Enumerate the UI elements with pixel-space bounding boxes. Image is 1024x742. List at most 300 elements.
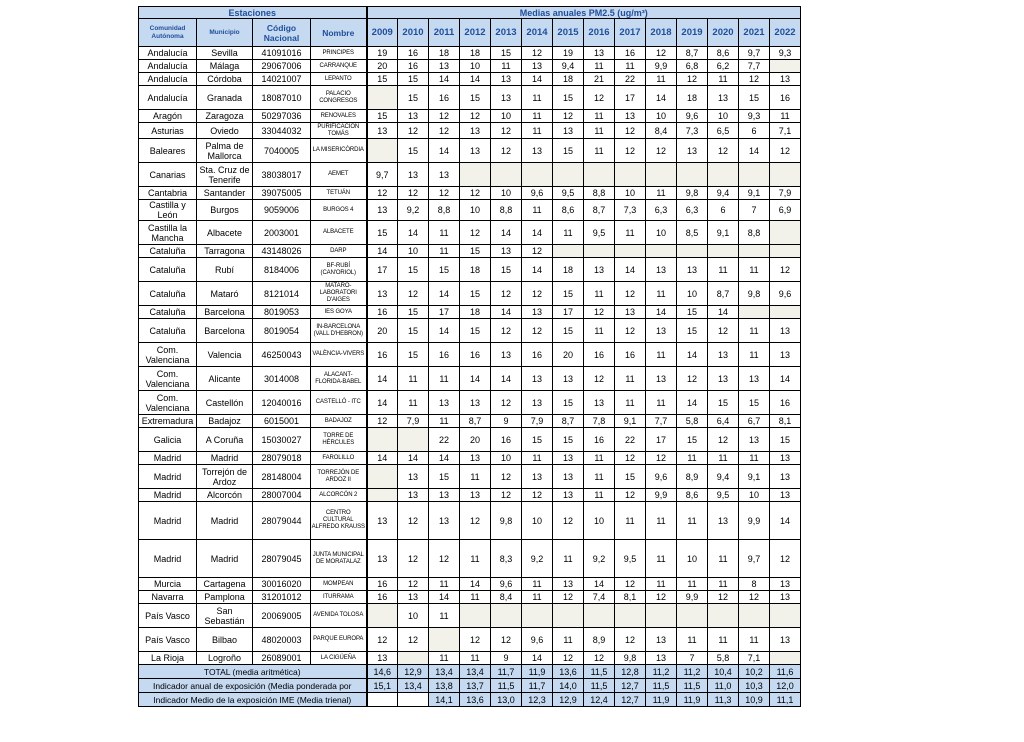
cell-value-2014: 16: [522, 343, 553, 367]
cell-comunidad: Madrid: [139, 540, 197, 578]
cell-value-2020: 14: [708, 306, 739, 319]
cell-value-2009: 16: [367, 578, 398, 591]
cell-value-2022: 11: [770, 110, 801, 123]
cell-value-2014: 13: [522, 306, 553, 319]
cell-value-2020: 10: [708, 110, 739, 123]
cell-value-2017: 12: [615, 139, 646, 163]
cell-value-2021: 9,3: [739, 110, 770, 123]
cell-value-2015: 15: [553, 319, 584, 343]
cell-municipio: Málaga: [197, 60, 253, 73]
year-header-2010: 2010: [398, 19, 429, 47]
cell-value-2015: 12: [553, 591, 584, 604]
cell-comunidad: Com. Valenciana: [139, 391, 197, 415]
cell-value-2014: 11: [522, 86, 553, 110]
cell-value-2018: 13: [646, 652, 677, 665]
cell-value-2010: 12: [398, 282, 429, 306]
cell-municipio: Madrid: [197, 502, 253, 540]
cell-value-2015: 13: [553, 489, 584, 502]
cell-value-2020: 12: [708, 428, 739, 452]
cell-value-2014: 9,6: [522, 628, 553, 652]
summary-value-2017: 12,7: [615, 693, 646, 707]
cell-value-2021: 6: [739, 123, 770, 139]
cell-value-2018: 6,3: [646, 200, 677, 221]
cell-value-2010: 12: [398, 578, 429, 591]
cell-value-2011: 14: [429, 319, 460, 343]
cell-value-2013: 12: [491, 123, 522, 139]
cell-value-2018: 14: [646, 86, 677, 110]
cell-value-2022: 13: [770, 452, 801, 465]
cell-value-2015: [553, 163, 584, 187]
cell-municipio: San Sebastián: [197, 604, 253, 628]
cell-value-2016: 9,2: [584, 540, 615, 578]
cell-value-2022: 7,1: [770, 123, 801, 139]
cell-value-2009: 14: [367, 391, 398, 415]
table-row: [139, 343, 801, 367]
cell-municipio: Palma de Mallorca: [197, 139, 253, 163]
cell-value-2019: [677, 604, 708, 628]
cell-value-2011: 17: [429, 306, 460, 319]
cell-value-2013: 13: [491, 343, 522, 367]
cell-value-2010: 7,9: [398, 415, 429, 428]
cell-value-2012: 13: [460, 452, 491, 465]
summary-label: TOTAL (media aritmética): [139, 665, 367, 679]
cell-value-2012: 15: [460, 282, 491, 306]
summary-value-2009: 15,1: [367, 679, 398, 693]
cell-codigo: 31201012: [253, 591, 311, 604]
summary-value-2014: 11,9: [522, 665, 553, 679]
summary-value-2019: 11,9: [677, 693, 708, 707]
cell-value-2022: [770, 245, 801, 258]
cell-value-2021: 13: [739, 428, 770, 452]
table-row: [139, 282, 801, 306]
cell-nombre: FAROLILLO: [311, 452, 367, 465]
summary-value-2013: 13,0: [491, 693, 522, 707]
cell-value-2015: 17: [553, 306, 584, 319]
cell-codigo: 2003001: [253, 221, 311, 245]
cell-value-2017: 11: [615, 221, 646, 245]
cell-value-2013: [491, 163, 522, 187]
cell-value-2009: [367, 489, 398, 502]
table-row: [139, 319, 801, 343]
cell-nombre: RENOVALES: [311, 110, 367, 123]
cell-value-2017: 12: [615, 282, 646, 306]
cell-value-2015: 15: [553, 86, 584, 110]
cell-value-2009: [367, 465, 398, 489]
cell-nombre: ITURRAMA: [311, 591, 367, 604]
cell-comunidad: Extremadura: [139, 415, 197, 428]
cell-codigo: 33044032: [253, 123, 311, 139]
cell-nombre: BURGOS 4: [311, 200, 367, 221]
cell-value-2020: 11: [708, 452, 739, 465]
cell-value-2020: 11: [708, 540, 739, 578]
cell-nombre: ALACANT-FLORIDA-BABEL: [311, 367, 367, 391]
cell-value-2018: 11: [646, 343, 677, 367]
cell-value-2017: [615, 604, 646, 628]
cell-value-2019: 10: [677, 282, 708, 306]
cell-value-2012: 18: [460, 47, 491, 60]
cell-value-2017: 13: [615, 110, 646, 123]
summary-value-2013: 11,5: [491, 679, 522, 693]
cell-value-2012: 10: [460, 200, 491, 221]
cell-value-2021: 7,7: [739, 60, 770, 73]
cell-value-2011: 8,8: [429, 200, 460, 221]
cell-value-2014: 14: [522, 221, 553, 245]
summary-row: [139, 679, 801, 693]
cell-value-2015: 11: [553, 628, 584, 652]
summary-value-2017: 12,7: [615, 679, 646, 693]
annual-means-group-header: Medias anuales PM2.5 (ug/m³): [367, 7, 801, 19]
cell-comunidad: Galicia: [139, 428, 197, 452]
cell-value-2017: [615, 163, 646, 187]
cell-value-2014: 13: [522, 60, 553, 73]
cell-value-2017: 11: [615, 60, 646, 73]
cell-codigo: 8019053: [253, 306, 311, 319]
cell-value-2021: 9,1: [739, 465, 770, 489]
cell-comunidad: Andalucía: [139, 73, 197, 86]
cell-value-2017: 16: [615, 343, 646, 367]
cell-value-2018: 11: [646, 502, 677, 540]
cell-value-2019: 6,3: [677, 200, 708, 221]
cell-municipio: Oviedo: [197, 123, 253, 139]
cell-value-2012: 10: [460, 60, 491, 73]
cell-value-2019: 6,8: [677, 60, 708, 73]
cell-value-2010: 12: [398, 628, 429, 652]
cell-value-2009: 13: [367, 502, 398, 540]
cell-value-2015: [553, 604, 584, 628]
cell-value-2010: 15: [398, 258, 429, 282]
cell-value-2013: 9,8: [491, 502, 522, 540]
table-body: [139, 47, 801, 707]
cell-value-2015: 13: [553, 578, 584, 591]
cell-nombre: PALACIO CONGRESOS: [311, 86, 367, 110]
summary-value-2016: 12,4: [584, 693, 615, 707]
cell-value-2020: 11: [708, 258, 739, 282]
summary-value-2016: 11,5: [584, 679, 615, 693]
cell-value-2012: 12: [460, 502, 491, 540]
cell-value-2020: 9,5: [708, 489, 739, 502]
cell-value-2010: [398, 428, 429, 452]
summary-value-2014: 11,7: [522, 679, 553, 693]
cell-value-2010: 13: [398, 591, 429, 604]
cell-comunidad: Cataluña: [139, 245, 197, 258]
cell-municipio: Pamplona: [197, 591, 253, 604]
summary-value-2019: 11,5: [677, 679, 708, 693]
cell-value-2020: 6: [708, 200, 739, 221]
cell-value-2019: 18: [677, 86, 708, 110]
cell-value-2009: [367, 139, 398, 163]
cell-value-2019: 7,3: [677, 123, 708, 139]
cell-value-2010: 12: [398, 187, 429, 200]
cell-value-2014: 12: [522, 489, 553, 502]
cell-value-2012: 14: [460, 73, 491, 86]
cell-value-2019: 13: [677, 139, 708, 163]
cell-value-2011: 18: [429, 47, 460, 60]
cell-value-2010: 12: [398, 123, 429, 139]
cell-codigo: 9059006: [253, 200, 311, 221]
summary-value-2010: 13,4: [398, 679, 429, 693]
cell-value-2013: 9: [491, 652, 522, 665]
table-row: [139, 465, 801, 489]
table-row: [139, 591, 801, 604]
cell-municipio: A Coruña: [197, 428, 253, 452]
cell-value-2014: 7,9: [522, 415, 553, 428]
cell-value-2011: 22: [429, 428, 460, 452]
cell-value-2012: 18: [460, 306, 491, 319]
cell-municipio: Córdoba: [197, 73, 253, 86]
cell-value-2022: [770, 60, 801, 73]
cell-value-2013: 15: [491, 258, 522, 282]
cell-municipio: Torrejón de Ardoz: [197, 465, 253, 489]
cell-nombre: PRINCIPES: [311, 47, 367, 60]
cell-value-2022: 12: [770, 540, 801, 578]
cell-value-2017: 10: [615, 187, 646, 200]
cell-value-2010: 11: [398, 391, 429, 415]
summary-value-2021: 10,2: [739, 665, 770, 679]
cell-value-2011: 16: [429, 86, 460, 110]
cell-value-2017: 11: [615, 367, 646, 391]
cell-value-2015: 12: [553, 502, 584, 540]
cell-value-2018: 11: [646, 540, 677, 578]
cell-value-2013: 8,4: [491, 591, 522, 604]
cell-value-2012: 15: [460, 319, 491, 343]
cell-value-2012: 14: [460, 578, 491, 591]
cell-nombre: AVENIDA TOLOSA: [311, 604, 367, 628]
summary-value-2022: 11,6: [770, 665, 801, 679]
cell-value-2022: 7,9: [770, 187, 801, 200]
cell-value-2012: [460, 604, 491, 628]
cell-value-2015: 9,4: [553, 60, 584, 73]
table-row: [139, 367, 801, 391]
cell-value-2015: 15: [553, 139, 584, 163]
cell-nombre: ALBACETE: [311, 221, 367, 245]
cell-value-2010: 13: [398, 163, 429, 187]
cell-codigo: 12040016: [253, 391, 311, 415]
cell-value-2011: [429, 628, 460, 652]
cell-value-2013: 12: [491, 319, 522, 343]
cell-value-2012: 14: [460, 367, 491, 391]
cell-comunidad: Andalucía: [139, 86, 197, 110]
cell-value-2018: 11: [646, 578, 677, 591]
cell-value-2017: 8,1: [615, 591, 646, 604]
table-row: [139, 578, 801, 591]
cell-value-2011: 13: [429, 163, 460, 187]
cell-value-2011: 14: [429, 139, 460, 163]
cell-value-2022: [770, 163, 801, 187]
cell-nombre: IN-BARCELONA (VALL D'HEBRON): [311, 319, 367, 343]
cell-value-2019: 8,6: [677, 489, 708, 502]
year-header-2009: 2009: [367, 19, 398, 47]
cell-value-2017: 12: [615, 319, 646, 343]
cell-municipio: Madrid: [197, 540, 253, 578]
cell-nombre: MATARÓ-LABORATORI D'AIGES: [311, 282, 367, 306]
cell-nombre: TORRE DE HÉRCULES: [311, 428, 367, 452]
cell-value-2012: 15: [460, 86, 491, 110]
cell-value-2019: 15: [677, 428, 708, 452]
col-header-codigo: Código Nacional: [253, 19, 311, 47]
cell-value-2017: 11: [615, 502, 646, 540]
cell-nombre: BADAJOZ: [311, 415, 367, 428]
cell-value-2018: 11: [646, 391, 677, 415]
cell-value-2010: 15: [398, 139, 429, 163]
cell-value-2009: 13: [367, 540, 398, 578]
cell-municipio: Valencia: [197, 343, 253, 367]
cell-value-2015: 19: [553, 47, 584, 60]
cell-value-2011: 11: [429, 367, 460, 391]
cell-value-2009: 13: [367, 123, 398, 139]
cell-municipio: Tarragona: [197, 245, 253, 258]
cell-value-2009: 15: [367, 110, 398, 123]
cell-value-2012: 20: [460, 428, 491, 452]
cell-value-2016: 16: [584, 428, 615, 452]
cell-value-2010: 16: [398, 60, 429, 73]
cell-comunidad: Com. Valenciana: [139, 343, 197, 367]
cell-value-2022: 12: [770, 139, 801, 163]
cell-municipio: Sta. Cruz de Tenerife: [197, 163, 253, 187]
table-row: [139, 452, 801, 465]
summary-label: Indicador Medio de la exposición IME (Media trienal): [139, 693, 367, 707]
cell-value-2009: 16: [367, 343, 398, 367]
cell-value-2012: 16: [460, 343, 491, 367]
cell-value-2022: 6,9: [770, 200, 801, 221]
table-row: [139, 428, 801, 452]
table-row: [139, 391, 801, 415]
cell-value-2010: 10: [398, 604, 429, 628]
cell-value-2011: 12: [429, 187, 460, 200]
cell-value-2010: 15: [398, 343, 429, 367]
cell-value-2014: 14: [522, 73, 553, 86]
cell-municipio: Albacete: [197, 221, 253, 245]
cell-municipio: Sevilla: [197, 47, 253, 60]
cell-municipio: Logroño: [197, 652, 253, 665]
cell-value-2010: [398, 652, 429, 665]
cell-value-2012: 12: [460, 187, 491, 200]
cell-value-2021: 15: [739, 86, 770, 110]
cell-value-2021: [739, 306, 770, 319]
cell-comunidad: Navarra: [139, 591, 197, 604]
cell-value-2014: [522, 163, 553, 187]
cell-value-2018: 9,9: [646, 489, 677, 502]
cell-value-2020: 6,5: [708, 123, 739, 139]
cell-value-2021: 8,8: [739, 221, 770, 245]
cell-codigo: 46250043: [253, 343, 311, 367]
cell-value-2021: [739, 163, 770, 187]
cell-value-2019: 10: [677, 540, 708, 578]
cell-value-2022: 13: [770, 319, 801, 343]
cell-value-2017: 16: [615, 47, 646, 60]
cell-value-2019: 11: [677, 502, 708, 540]
cell-value-2014: 12: [522, 319, 553, 343]
cell-value-2009: 13: [367, 652, 398, 665]
summary-value-2010: [398, 693, 429, 707]
cell-value-2010: 13: [398, 465, 429, 489]
cell-comunidad: Baleares: [139, 139, 197, 163]
year-header-2012: 2012: [460, 19, 491, 47]
cell-value-2013: 14: [491, 221, 522, 245]
cell-value-2017: 17: [615, 86, 646, 110]
cell-municipio: Bilbao: [197, 628, 253, 652]
cell-value-2014: 10: [522, 502, 553, 540]
cell-value-2009: 20: [367, 319, 398, 343]
cell-value-2017: 9,5: [615, 540, 646, 578]
cell-municipio: Castellón: [197, 391, 253, 415]
cell-codigo: 7040005: [253, 139, 311, 163]
cell-value-2021: 6,7: [739, 415, 770, 428]
summary-value-2021: 10,9: [739, 693, 770, 707]
cell-value-2017: 12: [615, 628, 646, 652]
cell-value-2019: 5,8: [677, 415, 708, 428]
cell-value-2018: 10: [646, 221, 677, 245]
summary-value-2013: 11,7: [491, 665, 522, 679]
cell-codigo: 29067006: [253, 60, 311, 73]
summary-value-2015: 14,0: [553, 679, 584, 693]
cell-value-2017: 14: [615, 258, 646, 282]
cell-value-2011: 14: [429, 282, 460, 306]
table-row: [139, 652, 801, 665]
cell-value-2009: 15: [367, 73, 398, 86]
cell-comunidad: Madrid: [139, 502, 197, 540]
cell-value-2009: 13: [367, 282, 398, 306]
cell-value-2013: 12: [491, 391, 522, 415]
table-row: [139, 200, 801, 221]
cell-value-2015: 15: [553, 391, 584, 415]
cell-value-2016: 13: [584, 391, 615, 415]
cell-value-2021: [739, 604, 770, 628]
summary-value-2020: 10,4: [708, 665, 739, 679]
cell-value-2012: [460, 163, 491, 187]
cell-codigo: 48020003: [253, 628, 311, 652]
cell-value-2009: 19: [367, 47, 398, 60]
cell-value-2022: 13: [770, 578, 801, 591]
table-row: [139, 604, 801, 628]
cell-municipio: Granada: [197, 86, 253, 110]
cell-value-2016: 8,9: [584, 628, 615, 652]
table-row: [139, 47, 801, 60]
cell-municipio: Madrid: [197, 452, 253, 465]
cell-codigo: 28079045: [253, 540, 311, 578]
year-header-2016: 2016: [584, 19, 615, 47]
cell-value-2016: 11: [584, 465, 615, 489]
cell-value-2021: 9,9: [739, 502, 770, 540]
summary-value-2011: 13,8: [429, 679, 460, 693]
cell-value-2012: 13: [460, 489, 491, 502]
cell-value-2016: 14: [584, 578, 615, 591]
cell-value-2013: 8,8: [491, 200, 522, 221]
summary-value-2021: 10,3: [739, 679, 770, 693]
cell-value-2022: 9,3: [770, 47, 801, 60]
cell-value-2014: 13: [522, 465, 553, 489]
cell-value-2019: 15: [677, 306, 708, 319]
summary-value-2020: 11,3: [708, 693, 739, 707]
cell-value-2009: 12: [367, 187, 398, 200]
summary-value-2016: 11,5: [584, 665, 615, 679]
table-row: [139, 502, 801, 540]
cell-value-2010: 15: [398, 319, 429, 343]
cell-value-2011: 14: [429, 73, 460, 86]
cell-value-2018: 11: [646, 187, 677, 200]
cell-value-2018: 13: [646, 319, 677, 343]
cell-value-2015: 13: [553, 367, 584, 391]
cell-value-2021: 11: [739, 628, 770, 652]
cell-value-2012: 8,7: [460, 415, 491, 428]
cell-value-2014: 11: [522, 200, 553, 221]
summary-value-2017: 12,8: [615, 665, 646, 679]
cell-codigo: 28079044: [253, 502, 311, 540]
cell-value-2015: 11: [553, 221, 584, 245]
pm25-annual-means-table: [138, 6, 801, 707]
cell-codigo: 43148026: [253, 245, 311, 258]
cell-value-2022: 15: [770, 428, 801, 452]
cell-value-2020: 9,4: [708, 187, 739, 200]
